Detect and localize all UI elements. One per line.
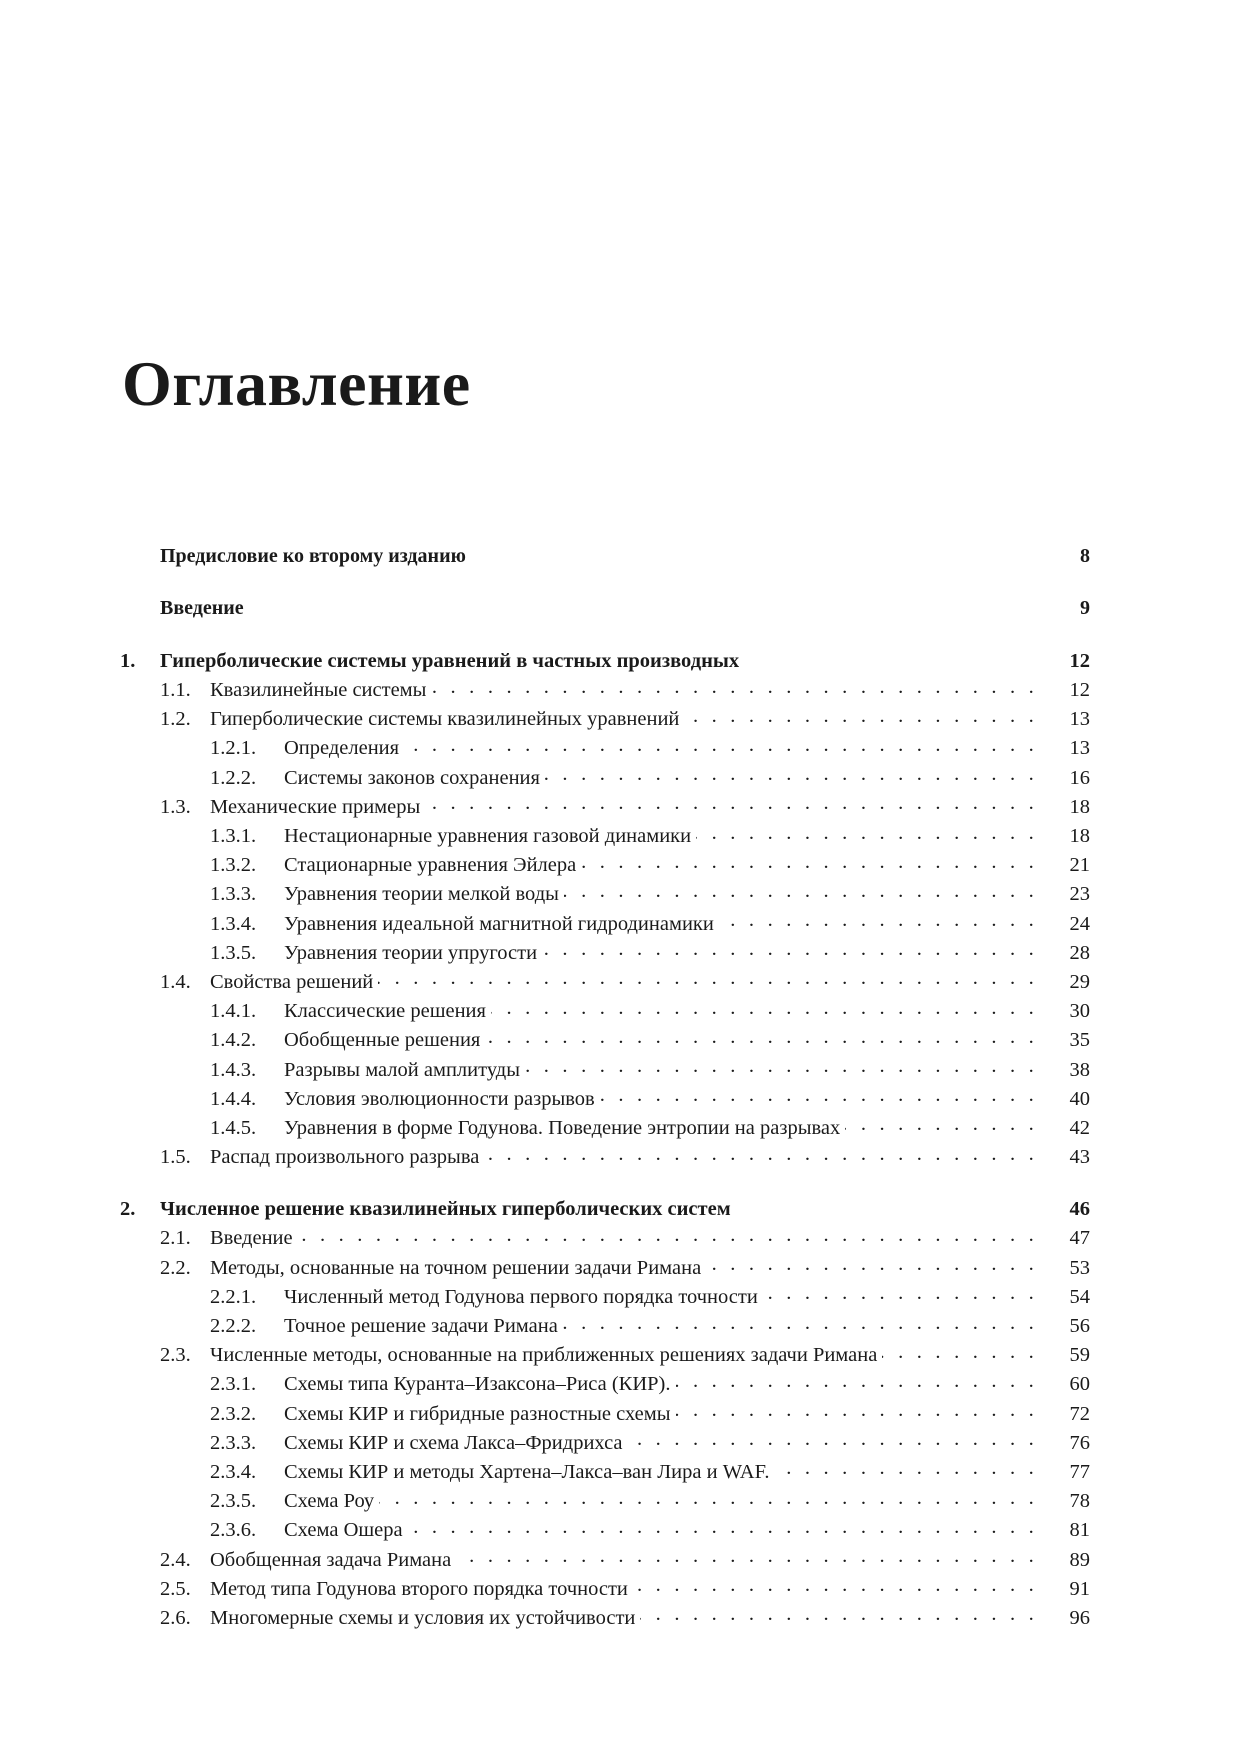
- entry-title: Численное решение квазилинейных гиперболических систем: [160, 1198, 736, 1221]
- entry-page-number: 78: [1038, 1490, 1090, 1513]
- entry-number: 2.1.: [160, 1227, 191, 1250]
- entry-number: 2.3.5.: [210, 1490, 257, 1513]
- entry-title: Многомерные схемы и условия их устойчивости: [210, 1607, 640, 1630]
- entry-title: Условия эволюционности разрывов: [284, 1088, 600, 1111]
- dot-leader: [732, 1195, 1038, 1216]
- entry-page-number: 18: [1038, 796, 1090, 819]
- entry-number: 1.5.: [160, 1146, 191, 1169]
- dot-leader: [629, 1574, 1038, 1595]
- entry-title: Методы, основанные на точном решении задачи Римана: [210, 1257, 706, 1280]
- entry-title: Точное решение задачи Римана: [284, 1315, 563, 1338]
- entry-title: Обобщенная задача Римана: [210, 1549, 456, 1572]
- entry-title: Схема Роу: [284, 1490, 379, 1513]
- subsection-entry[interactable]: [120, 851, 1090, 880]
- entry-title: Схемы типа Куранта–Изаксона–Риса (КИР).: [284, 1373, 676, 1396]
- entry-number: 1.3.2.: [210, 854, 257, 877]
- entry-page-number: 35: [1038, 1029, 1090, 1052]
- dot-leader: [541, 763, 1038, 784]
- entry-number: 2.3.: [160, 1344, 191, 1367]
- entry-number: 2.3.1.: [210, 1373, 257, 1396]
- entry-title: Схемы КИР и схема Лакса–Фридрихса: [284, 1432, 628, 1455]
- entry-page-number: 91: [1038, 1578, 1090, 1601]
- entry-page-number: 8: [1038, 545, 1090, 568]
- entry-title: Метод типа Годунова второго порядка точности: [210, 1578, 633, 1601]
- subsection-entry[interactable]: [120, 997, 1090, 1026]
- entry-page-number: 9: [1038, 597, 1090, 620]
- dot-leader: [374, 967, 1038, 988]
- entry-page-number: 24: [1038, 913, 1090, 936]
- dot-leader: [740, 646, 1038, 667]
- entry-number: 1.3.4.: [210, 912, 257, 935]
- entry-number: 2.3.2.: [210, 1402, 257, 1425]
- entry-title: Уравнения теории мелкой воды: [284, 883, 564, 906]
- entry-page-number: 59: [1038, 1344, 1090, 1367]
- entry-number: 2.4.: [160, 1548, 191, 1571]
- entry-title: Схемы КИР и методы Хартена–Лакса–ван Лира и WAF.: [284, 1461, 774, 1484]
- dot-leader: [702, 1253, 1038, 1274]
- chapter-entry[interactable]: [120, 1195, 1090, 1224]
- entry-page-number: 60: [1038, 1373, 1090, 1396]
- dot-leader: [427, 676, 1038, 697]
- section-entry[interactable]: [120, 1143, 1090, 1172]
- front-matter-entry[interactable]: [120, 542, 1090, 571]
- subsection-entry[interactable]: [120, 1055, 1090, 1084]
- entry-title: Квазилинейные системы: [210, 679, 431, 702]
- entry-page-number: 13: [1038, 708, 1090, 731]
- subsection-entry[interactable]: [120, 763, 1090, 792]
- entry-title: Разрывы малой амплитуды: [284, 1059, 525, 1082]
- chapter-entry[interactable]: [120, 646, 1090, 675]
- entry-title: Распад произвольного разрыва: [210, 1146, 484, 1169]
- entry-number: 2.2.: [160, 1256, 191, 1279]
- entry-page-number: 43: [1038, 1146, 1090, 1169]
- entry-page-number: 77: [1038, 1461, 1090, 1484]
- section-entry[interactable]: [120, 1603, 1090, 1632]
- dot-leader: [404, 1516, 1038, 1537]
- subsection-entry[interactable]: [120, 1084, 1090, 1113]
- dot-leader: [467, 542, 1038, 562]
- dot-leader: [487, 997, 1038, 1018]
- entry-page-number: 53: [1038, 1257, 1090, 1280]
- subsection-entry[interactable]: [120, 1312, 1090, 1341]
- entry-number: 1.3.5.: [210, 941, 257, 964]
- entry-page-number: 13: [1038, 737, 1090, 760]
- entry-page-number: 89: [1038, 1549, 1090, 1572]
- dot-leader: [538, 938, 1038, 959]
- entry-number: 1.: [120, 649, 136, 672]
- entry-title: Численные методы, основанные на приближенных решениях задачи Римана: [210, 1344, 882, 1367]
- dot-leader: [636, 1603, 1038, 1624]
- subsection-entry[interactable]: [120, 938, 1090, 967]
- subsection-entry[interactable]: [120, 822, 1090, 851]
- section-entry[interactable]: [120, 1574, 1090, 1603]
- dot-leader: [245, 594, 1038, 614]
- entry-number: 2.6.: [160, 1606, 191, 1629]
- table-of-contents: [120, 542, 1090, 1633]
- entry-page-number: 28: [1038, 942, 1090, 965]
- subsection-entry[interactable]: [120, 1399, 1090, 1428]
- entry-page-number: 81: [1038, 1519, 1090, 1542]
- entry-page-number: 47: [1038, 1227, 1090, 1250]
- entry-title: Схема Ошера: [284, 1519, 408, 1542]
- entry-page-number: 72: [1038, 1403, 1090, 1426]
- entry-number: 1.3.3.: [210, 883, 257, 906]
- entry-title: Механические примеры: [210, 796, 425, 819]
- entry-number: 1.3.: [160, 795, 191, 818]
- entry-number: 2.3.6.: [210, 1519, 257, 1542]
- entry-number: 2.3.3.: [210, 1431, 257, 1454]
- entry-number: 2.2.2.: [210, 1315, 257, 1337]
- entry-number: 1.4.4.: [210, 1087, 257, 1110]
- entry-number: 1.2.2.: [210, 766, 257, 789]
- section-entry[interactable]: [120, 1224, 1090, 1253]
- dot-leader: [521, 1055, 1038, 1076]
- subsection-entry[interactable]: [120, 734, 1090, 763]
- entry-number: 2.: [120, 1198, 136, 1221]
- entry-title: Уравнения в форме Годунова. Поведение энтропии на разрывах: [284, 1117, 845, 1140]
- dot-leader: [481, 1026, 1038, 1047]
- subsection-entry[interactable]: [120, 1026, 1090, 1055]
- subsection-entry[interactable]: [120, 880, 1090, 909]
- subsection-entry[interactable]: [120, 1370, 1090, 1399]
- entry-page-number: 40: [1038, 1088, 1090, 1111]
- section-entry[interactable]: [120, 1341, 1090, 1370]
- entry-page-number: 54: [1038, 1286, 1090, 1309]
- entry-title: Классические решения: [284, 1000, 491, 1023]
- dot-leader: [770, 1457, 1038, 1478]
- entry-number: 1.2.1.: [210, 737, 257, 760]
- entry-number: 2.3.4.: [210, 1460, 257, 1483]
- entry-title: Уравнения идеальной магнитной гидродинамики: [284, 913, 719, 936]
- dot-leader: [672, 1399, 1038, 1420]
- section-entry[interactable]: [120, 967, 1090, 996]
- dot-leader: [624, 1428, 1038, 1449]
- entry-page-number: 30: [1038, 1000, 1090, 1023]
- entry-number: 1.4.2.: [210, 1029, 257, 1052]
- entry-number: 1.4.1.: [210, 1000, 257, 1023]
- dot-leader: [375, 1487, 1038, 1508]
- dot-leader: [878, 1341, 1038, 1362]
- dot-leader: [680, 705, 1038, 726]
- entry-number: 1.4.5.: [210, 1116, 257, 1139]
- page-title: Оглавление: [122, 348, 471, 419]
- subsection-entry[interactable]: [120, 1516, 1090, 1545]
- entry-title: Системы законов сохранения: [284, 767, 545, 790]
- entry-number: 2.5.: [160, 1577, 191, 1600]
- entry-title: Уравнения теории упругости: [284, 942, 542, 965]
- entry-page-number: 23: [1038, 883, 1090, 906]
- entry-title: Введение: [160, 597, 249, 620]
- dot-leader: [421, 792, 1038, 813]
- entry-title: Предисловие ко второму изданию: [160, 545, 471, 568]
- subsection-entry[interactable]: [120, 1487, 1090, 1516]
- entry-page-number: 12: [1038, 650, 1090, 673]
- entry-title: Обобщенные решения: [284, 1029, 485, 1052]
- entry-number: 1.4.3.: [210, 1058, 257, 1081]
- dot-leader: [560, 880, 1038, 901]
- section-entry[interactable]: [120, 705, 1090, 734]
- subsection-entry[interactable]: [120, 1282, 1090, 1311]
- entry-page-number: 42: [1038, 1117, 1090, 1140]
- entry-page-number: 38: [1038, 1059, 1090, 1082]
- entry-title: Схемы КИР и гибридные разностные схемы: [284, 1403, 676, 1426]
- dot-leader: [759, 1282, 1038, 1303]
- entry-title: Определения: [284, 737, 404, 760]
- entry-title: Свойства решений: [210, 971, 378, 994]
- subsection-entry[interactable]: [120, 1428, 1090, 1457]
- section-entry[interactable]: [120, 1253, 1090, 1282]
- dot-leader: [480, 1143, 1038, 1164]
- subsection-entry[interactable]: [120, 1457, 1090, 1486]
- dot-leader: [400, 734, 1038, 755]
- front-matter-entry[interactable]: [120, 594, 1090, 623]
- entry-title: Стационарные уравнения Эйлера: [284, 854, 581, 877]
- dot-leader: [596, 1084, 1038, 1105]
- section-entry[interactable]: [120, 676, 1090, 705]
- entry-page-number: 29: [1038, 971, 1090, 994]
- entry-page-number: 96: [1038, 1607, 1090, 1630]
- entry-title: Введение: [210, 1227, 298, 1250]
- subsection-entry[interactable]: [120, 909, 1090, 938]
- section-entry[interactable]: [120, 792, 1090, 821]
- entry-title: Нестационарные уравнения газовой динамики: [284, 825, 696, 848]
- dot-leader: [672, 1370, 1039, 1391]
- entry-page-number: 56: [1038, 1315, 1090, 1338]
- entry-title: Численный метод Годунова первого порядка точности: [284, 1286, 763, 1309]
- entry-number: 1.4.: [160, 970, 191, 993]
- entry-page-number: 21: [1038, 854, 1090, 877]
- dot-leader: [559, 1312, 1038, 1333]
- entry-page-number: 12: [1038, 679, 1090, 702]
- subsection-entry[interactable]: [120, 1113, 1090, 1142]
- entry-title: Гиперболические системы уравнений в частных производных: [160, 650, 744, 673]
- dot-leader: [715, 909, 1038, 930]
- entry-number: 2.2.1.: [210, 1285, 257, 1308]
- dot-leader: [452, 1545, 1038, 1566]
- dot-leader: [294, 1224, 1038, 1245]
- dot-leader: [577, 851, 1038, 872]
- entry-number: 1.2.: [160, 708, 191, 731]
- entry-number: 1.1.: [160, 679, 191, 702]
- entry-page-number: 46: [1038, 1198, 1090, 1221]
- entry-page-number: 18: [1038, 825, 1090, 848]
- dot-leader: [841, 1113, 1038, 1134]
- entry-title: Гиперболические системы квазилинейных уравнений: [210, 708, 684, 731]
- entry-number: 1.3.1.: [210, 825, 257, 847]
- section-entry[interactable]: [120, 1545, 1090, 1574]
- dot-leader: [692, 822, 1038, 843]
- entry-page-number: 16: [1038, 767, 1090, 790]
- entry-page-number: 76: [1038, 1432, 1090, 1455]
